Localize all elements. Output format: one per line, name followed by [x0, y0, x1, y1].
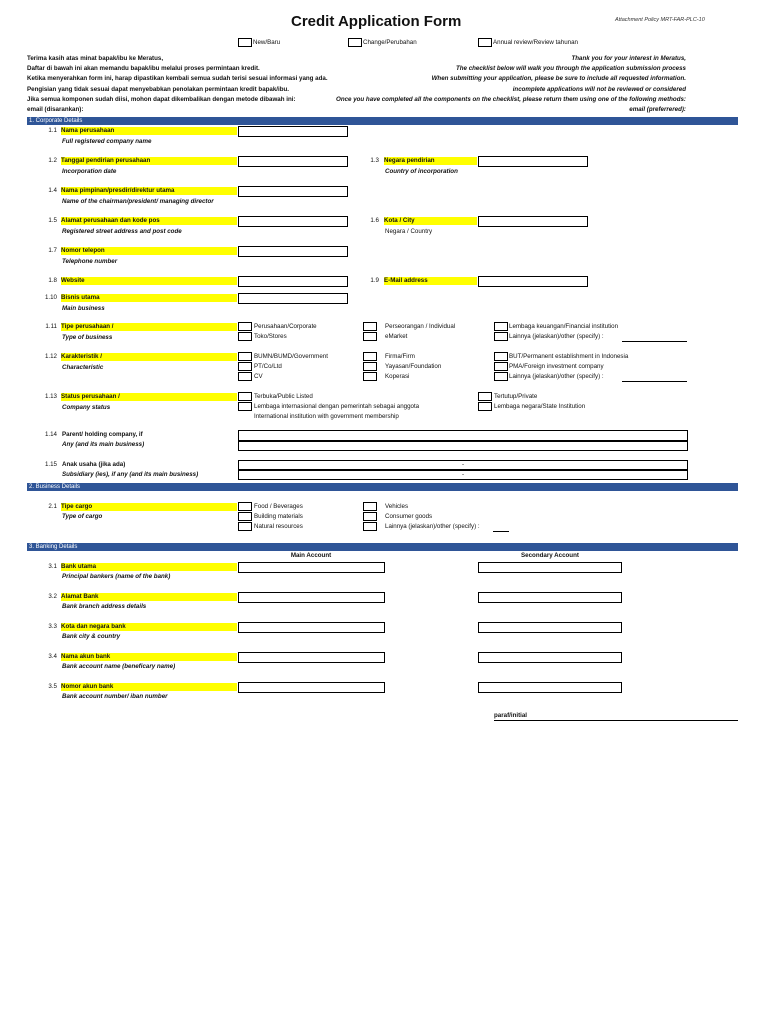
other-characteristic-input[interactable] — [622, 381, 687, 382]
company-status-sublabel: Company status — [62, 404, 111, 411]
account-number-main-input[interactable] — [238, 682, 385, 693]
permanent-establishment-option-label: BUT/Permanent establishment in Indonesia — [509, 353, 629, 360]
field-number: 3.2 — [48, 593, 57, 600]
consumer-goods-checkbox[interactable] — [363, 512, 377, 521]
other-characteristic-option-label: Lainnya (jelaskan)/other (specify) : — [509, 373, 604, 380]
field-number: 3.1 — [48, 563, 57, 570]
field-number: 1.10 — [44, 294, 57, 301]
field-number: 1.9 — [370, 277, 379, 284]
field-number: 1.4 — [48, 187, 57, 194]
change-label: Change/Perubahan — [363, 39, 417, 46]
telephone-sublabel: Telephone number — [62, 258, 118, 265]
corporate-checkbox[interactable] — [238, 322, 252, 331]
business-type-sublabel: Type of business — [62, 334, 113, 341]
subsidiary-input[interactable] — [238, 460, 688, 470]
secondary-account-column-header: Secondary Account — [521, 552, 579, 559]
country-of-incorporation-label: Negara pendirian — [384, 157, 477, 165]
international-institution-option-label: Lembaga internasional dengan pemerintah sebagai anggota — [254, 403, 420, 410]
new-checkbox[interactable] — [238, 38, 252, 47]
other-business-type-checkbox[interactable] — [494, 332, 508, 341]
incorporation-date-input[interactable] — [238, 156, 348, 167]
other-business-type-input[interactable] — [622, 341, 687, 342]
cv-checkbox[interactable] — [238, 372, 252, 381]
initial-label: paraf/initial — [494, 712, 528, 719]
foundation-checkbox[interactable] — [363, 362, 377, 371]
field-number: 1.11 — [45, 323, 57, 330]
foundation-option-label: Yayasan/Foundation — [385, 363, 442, 370]
other-cargo-option-label: Lainnya (jelaskan)/other (specify) : — [385, 523, 480, 530]
incorporation-date-label: Tanggal pendirian perusahaan — [61, 157, 237, 165]
emarket-checkbox[interactable] — [363, 332, 377, 341]
emarket-option-label: eMarket — [385, 333, 408, 340]
state-institution-option-label: Lembaga negara/State Institution — [494, 403, 586, 410]
chairman-name-label: Nama pimpinan/presdir/direktur utama — [61, 187, 237, 195]
account-name-label: Nama akun bank — [61, 653, 237, 661]
pt-co-ltd-option-label: PT/Co/Ltd — [254, 363, 282, 370]
chairman-name-sublabel: Name of the chairman/president/ managing director — [62, 198, 214, 205]
business-type-label: Tipe perusahaan / — [61, 323, 237, 331]
field-number: 1.13 — [44, 393, 57, 400]
cargo-type-sublabel: Type of cargo — [62, 513, 103, 520]
email-label: E-Mail address — [384, 277, 477, 285]
bank-city-country-label: Kota dan negara bank — [61, 623, 237, 631]
telephone-input[interactable] — [238, 246, 348, 257]
field-number: 1.3 — [370, 157, 379, 164]
private-checkbox[interactable] — [478, 392, 492, 401]
section-banking-details-header: 3. Banking Details — [27, 543, 738, 551]
city-input[interactable] — [478, 216, 588, 227]
private-option-label: Tertutup/Private — [494, 393, 538, 400]
financial-institution-option-label: Lembaga keuangan/Financial institution — [509, 323, 619, 330]
other-characteristic-checkbox[interactable] — [494, 372, 508, 381]
initial-signature-line[interactable] — [494, 720, 738, 721]
company-name-sublabel: Full registered company name — [62, 138, 152, 145]
parent-company-sublabel: Any (and its main business) — [62, 441, 145, 448]
intro-line: Pengisian yang tidak sesuai dapat menyebabkan penolakan permintaan kredit bapak/ibu. — [27, 85, 290, 93]
account-number-sublabel: Bank account number/ iban number — [62, 693, 168, 700]
parent-company-label: Parent/ holding company, if — [62, 431, 143, 438]
principal-bank-secondary-input[interactable] — [478, 562, 622, 573]
vehicles-checkbox[interactable] — [363, 502, 377, 511]
bank-address-secondary-input[interactable] — [478, 592, 622, 603]
cargo-type-label: Tipe cargo — [61, 503, 237, 511]
permanent-establishment-checkbox[interactable] — [494, 352, 508, 361]
foreign-investment-checkbox[interactable] — [494, 362, 508, 371]
food-beverages-option-label: Food / Beverages — [254, 503, 303, 510]
cv-option-label: CV — [254, 373, 263, 380]
individual-option-label: Perseorangan / Individual — [385, 323, 456, 330]
international-institution-checkbox[interactable] — [238, 402, 252, 411]
government-checkbox[interactable] — [238, 352, 252, 361]
field-number: 1.12 — [44, 353, 57, 360]
other-cargo-input[interactable] — [493, 531, 509, 532]
corporate-option-label: Perusahaan/Corporate — [254, 323, 317, 330]
main-business-label: Bisnis utama — [61, 294, 237, 302]
company-name-label: Nama perusahaan — [61, 127, 237, 135]
financial-institution-checkbox[interactable] — [494, 322, 508, 331]
intro-line: Terima kasih atas minat bapak/ibu ke Meratus, — [27, 55, 164, 62]
account-number-label: Nomor akun bank — [61, 683, 237, 691]
field-number: 1.15 — [44, 461, 57, 468]
field-number: 1.5 — [48, 217, 57, 224]
company-address-label: Alamat perusahaan dan kode pos — [61, 217, 237, 225]
vehicles-option-label: Vehicles — [385, 503, 409, 510]
stores-checkbox[interactable] — [238, 332, 252, 341]
field-number: 3.3 — [48, 623, 57, 630]
intro-indonesian — [27, 54, 328, 115]
principal-bank-main-input[interactable] — [238, 562, 385, 573]
account-number-secondary-input[interactable] — [478, 682, 622, 693]
form-title: Credit Application Form — [291, 13, 462, 30]
consumer-goods-option-label: Consumer goods — [385, 513, 433, 520]
firm-option-label: Firma/Firm — [385, 353, 415, 360]
stores-option-label: Toko/Stores — [254, 333, 287, 340]
field-number: 3.5 — [48, 683, 57, 690]
main-business-input[interactable] — [238, 293, 348, 304]
international-institution-english-label: International institution with government membership — [254, 413, 399, 420]
firm-checkbox[interactable] — [363, 352, 377, 361]
pt-co-ltd-checkbox[interactable] — [238, 362, 252, 371]
field-number: 1.1 — [48, 127, 57, 134]
annual-review-label: Annual review/Review tahunan — [493, 39, 578, 46]
country-of-incorporation-sublabel: Country of incorporation — [385, 168, 458, 175]
intro-line: Once you have completed all the components on the checklist, please return them using one of the following methods: — [336, 95, 686, 103]
principal-bank-label: Bank utama — [61, 563, 237, 571]
subsidiary-dash: - — [461, 471, 465, 478]
website-label: Website — [61, 277, 237, 285]
intro-line: Jika semua komponen sudah diisi, mohon dapat dikembalikan dengan metode dibawah ini: — [27, 95, 296, 103]
field-number: 1.8 — [48, 277, 57, 284]
foreign-investment-option-label: PMA/Foreign investment company — [509, 363, 604, 370]
field-number: 1.14 — [44, 431, 57, 438]
building-materials-checkbox[interactable] — [238, 512, 252, 521]
account-name-main-input[interactable] — [238, 652, 385, 663]
field-number: 3.4 — [48, 653, 57, 660]
individual-checkbox[interactable] — [363, 322, 377, 331]
city-label: Kota / City — [384, 217, 477, 225]
subsidiary-business-input[interactable] — [238, 470, 688, 480]
subsidiary-label: Anak usaha (jika ada) — [62, 461, 126, 468]
main-account-column-header: Main Account — [290, 552, 332, 559]
website-input[interactable] — [238, 276, 348, 287]
bank-city-country-main-input[interactable] — [238, 622, 385, 633]
government-option-label: BUMN/BUMD/Government — [254, 353, 328, 360]
company-status-label: Status perusahaan / — [61, 393, 237, 401]
section-business-details-header: 2. Business Details — [27, 483, 738, 491]
main-business-sublabel: Main business — [62, 305, 105, 312]
intro-line: email (disarankan): — [27, 106, 84, 114]
state-institution-checkbox[interactable] — [478, 402, 492, 411]
intro-line: Daftar di bawah ini akan memandu bapak/ibu melalui proses permintaan kredit. — [27, 65, 260, 73]
intro-line: When submitting your application, please be sure to include all requested information. — [431, 75, 686, 83]
characteristic-label: Karakteristik / — [61, 353, 237, 361]
company-address-input[interactable] — [238, 216, 348, 227]
intro-line: The checklist below will walk you through the application submission process — [455, 65, 686, 73]
bank-city-country-secondary-input[interactable] — [478, 622, 622, 633]
bank-address-main-input[interactable] — [238, 592, 385, 603]
policy-reference: Attachment Policy MRT-FAR-PLC-10 — [615, 17, 705, 23]
country-sublabel: Negara / Country — [385, 228, 433, 235]
annual-review-checkbox[interactable] — [478, 38, 492, 47]
change-checkbox[interactable] — [348, 38, 362, 47]
account-name-secondary-input[interactable] — [478, 652, 622, 663]
parent-company-business-input[interactable] — [238, 441, 688, 451]
subsidiary-dash: - — [461, 461, 465, 468]
public-listed-checkbox[interactable] — [238, 392, 252, 401]
public-listed-option-label: Terbuka/Public Listed — [254, 393, 313, 400]
chairman-name-input[interactable] — [238, 186, 348, 197]
intro-english — [336, 54, 686, 115]
natural-resources-checkbox[interactable] — [238, 522, 252, 531]
account-name-sublabel: Bank account name (beneficary name) — [62, 663, 176, 670]
bank-city-country-sublabel: Bank city & country — [62, 633, 121, 640]
field-number: 1.6 — [370, 217, 379, 224]
intro-line: Ketika menyerahkan form ini, harap dipastikan kembali semua sudah terisi sesuai informasi yang ada. — [27, 75, 328, 83]
principal-bank-sublabel: Principal bankers (name of the bank) — [62, 573, 171, 580]
cooperative-option-label: Koperasi — [385, 373, 410, 380]
field-number: 2.1 — [48, 503, 57, 510]
section-corporate-details-header: 1. Corporate Details — [27, 117, 738, 125]
intro-line: incomplete applications will not be reviewed or considered — [512, 85, 686, 93]
characteristic-sublabel: Characteristic — [62, 364, 104, 371]
field-number: 1.7 — [48, 247, 57, 254]
other-business-type-option-label: Lainnya (jelaskan)/other (specify) : — [509, 333, 604, 340]
subsidiary-sublabel: Subsidiary (ies), if any (and its main business) — [62, 471, 199, 478]
email-input[interactable] — [478, 276, 588, 287]
company-name-input[interactable] — [238, 126, 348, 137]
country-of-incorporation-input[interactable] — [478, 156, 588, 167]
new-label: New/Baru — [253, 39, 281, 46]
bank-address-sublabel: Bank branch address details — [62, 603, 147, 610]
company-address-sublabel: Registered street address and post code — [62, 228, 182, 235]
bank-address-label: Alamat Bank — [61, 593, 237, 601]
food-beverages-checkbox[interactable] — [238, 502, 252, 511]
other-cargo-checkbox[interactable] — [363, 522, 377, 531]
intro-line: email (preferrered): — [629, 106, 686, 114]
intro-line: Thank you for your interest in Meratus, — [571, 55, 686, 62]
cooperative-checkbox[interactable] — [363, 372, 377, 381]
incorporation-date-sublabel: Incorporation date — [62, 168, 117, 175]
field-number: 1.2 — [48, 157, 57, 164]
telephone-label: Nomor telepon — [61, 247, 237, 255]
building-materials-option-label: Building materials — [254, 513, 303, 520]
parent-company-input[interactable] — [238, 430, 688, 441]
natural-resources-option-label: Natural resources — [254, 523, 303, 530]
